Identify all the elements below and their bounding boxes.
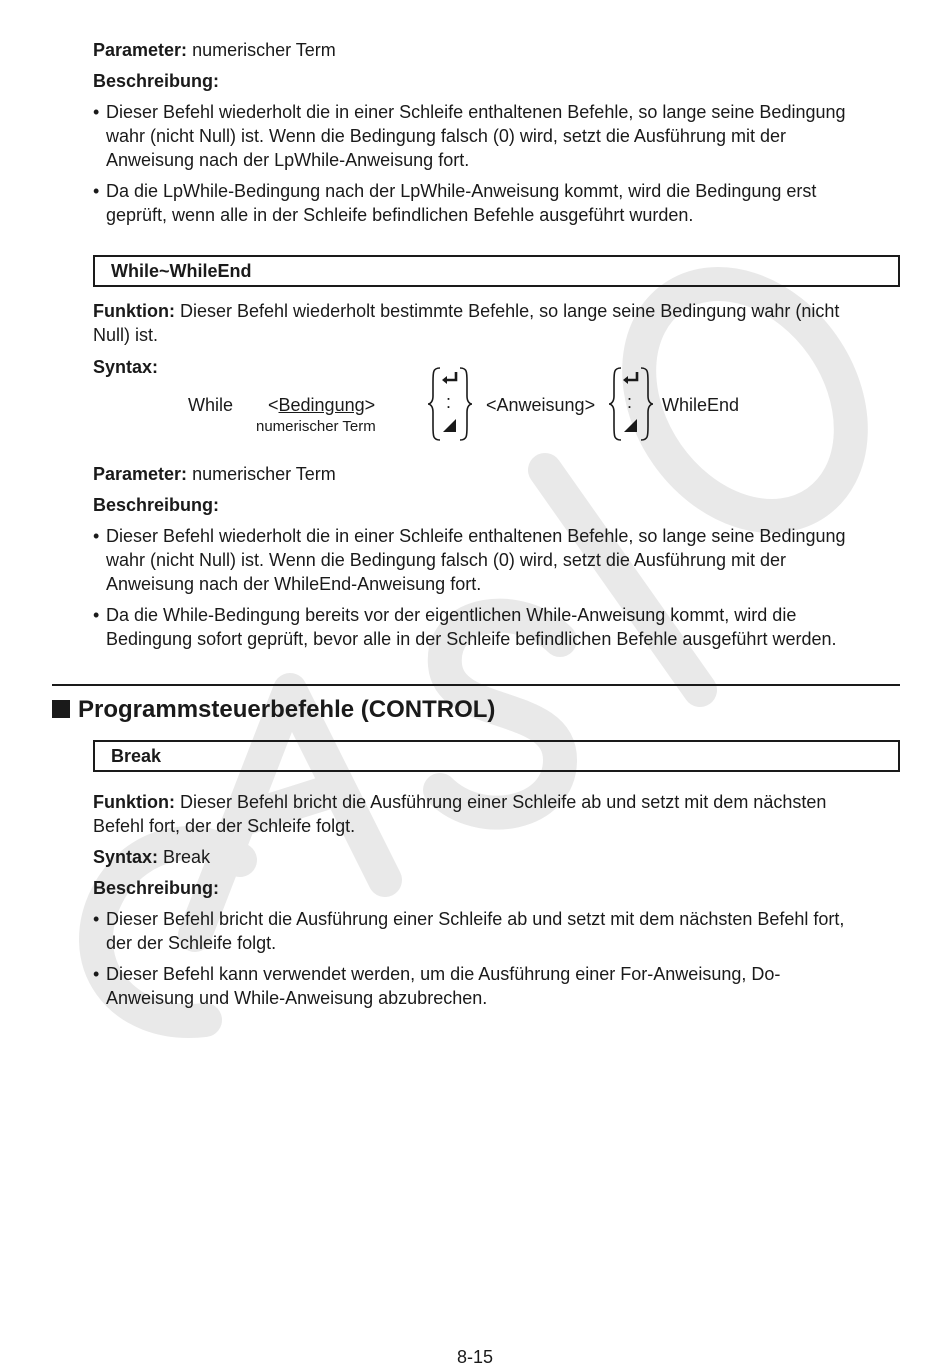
syntax-keyword: While: [188, 395, 234, 415]
beschreibung-heading: Beschreibung:: [93, 878, 220, 898]
funktion-text: Funktion: Dieser Befehl wiederholt bestimmte Befehle, so lange seine Bedingung wahr (nicht Null) ist.: [93, 301, 840, 345]
section-heading: Programmsteuerbefehle (CONTROL): [52, 695, 495, 725]
command-box-break: Break: [93, 740, 900, 772]
section-divider: [52, 684, 900, 686]
page-number: 8-15: [456, 1347, 494, 1367]
syntax-condition: <Bedingung>: [268, 395, 376, 415]
square-bullet-icon: [52, 700, 70, 718]
bullet-item: • Dieser Befehl wiederholt die in einer Schleife enthaltenen Befehle, so lange seine Bedingung wahr (nicht Null) ist. Wenn die Bedingung falsch (0) wird, setzt die Ausführung mit der Anweisung nach der WhileEnd-Anweisung fort.: [93, 526, 846, 594]
beschreibung-heading: Beschreibung:: [93, 495, 220, 515]
syntax-statement: <Anweisung>: [486, 395, 596, 415]
parameter-line: Parameter: numerischer Term: [93, 40, 336, 60]
syntax-condition-note: numerischer Term: [256, 418, 376, 435]
syntax-end-keyword: WhileEnd: [662, 395, 740, 415]
separator-colon: :: [446, 392, 452, 412]
funktion-text: Funktion: Dieser Befehl bricht die Ausführung einer Schleife ab und setzt mit dem nächsten Befehl fort, der der Schleife folgt.: [93, 792, 827, 836]
bullet-item: • Dieser Befehl kann verwendet werden, um die Ausführung einer For-Anweisung, Do- Anweisung und While-Anweisung abzubrechen.: [93, 964, 781, 1008]
syntax-line: Syntax: Break: [93, 847, 211, 867]
bullet-item: • Da die LpWhile-Bedingung nach der LpWhile-Anweisung kommt, wird die Bedingung erst geprüft, wenn alle in der Schleife befindlichen Befehle ausgeführt wurden.: [93, 181, 817, 225]
syntax-heading: Syntax:: [93, 357, 159, 377]
separator-colon: :: [627, 392, 633, 412]
bullet-item: • Da die While-Bedingung bereits vor der eigentlichen While-Anweisung kommt, wird die Bedingung sofort geprüft, bevor alle in der Schleife befindlichen Befehle ausgeführt werden.: [93, 605, 837, 649]
bullet-item: • Dieser Befehl bricht die Ausführung einer Schleife ab und setzt mit dem nächsten Befehl fort, der der Schleife folgt.: [93, 909, 845, 953]
command-box-while: While~WhileEnd: [93, 255, 900, 287]
beschreibung-heading: Beschreibung:: [93, 71, 220, 91]
bullet-item: • Dieser Befehl wiederholt die in einer Schleife enthaltenen Befehle, so lange seine Bedingung wahr (nicht Null) ist. Wenn die Bedingung falsch (0) wird, setzt die Ausführung mit der Anweisung nach der LpWhile-Anweisung fort.: [93, 102, 846, 170]
parameter-line: Parameter: numerischer Term: [93, 464, 336, 484]
